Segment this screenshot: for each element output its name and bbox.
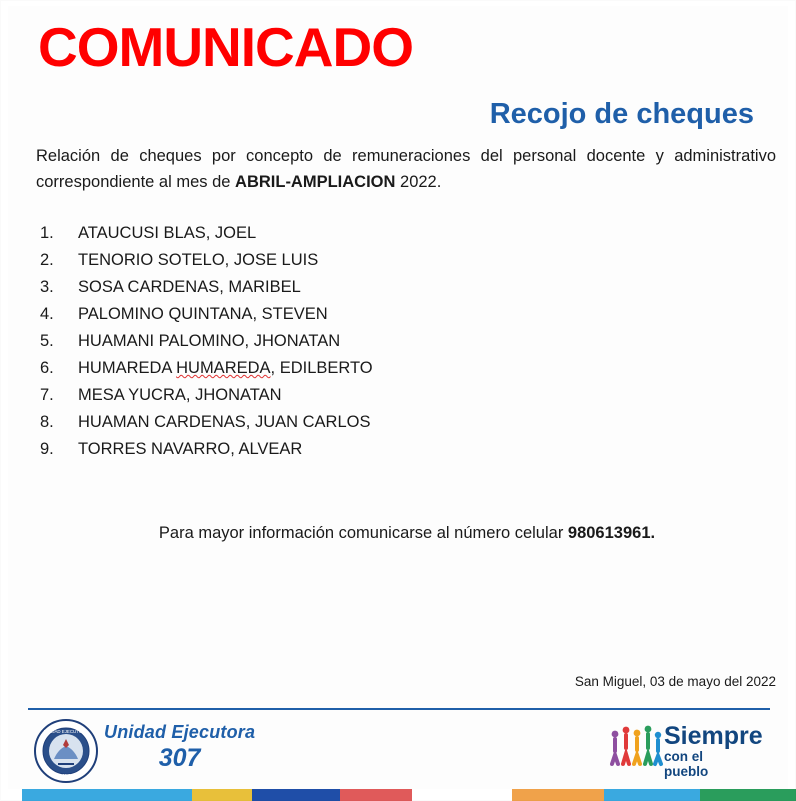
list-item-label (78, 355, 373, 382)
unidad-ejecutora-number: 307 (158, 744, 201, 772)
list-item-label: HUAMANI PALOMINO, JHONATAN (78, 332, 341, 350)
list-item-label: TORRES NAVARRO, ALVEAR (78, 440, 303, 458)
contact-text: Para mayor información comunicarse al número celular (158, 524, 568, 542)
color-bar-segment (192, 789, 252, 801)
list-item-label: PALOMINO QUINTANA, STEVEN (78, 305, 328, 323)
list-item-number: 7. (40, 386, 54, 404)
footer-color-bar (0, 789, 796, 801)
unidad-ejecutora-block (104, 722, 255, 773)
list-item-number: 5. (40, 332, 54, 350)
place-and-date: San Miguel, 03 de mayo del 2022 (574, 674, 776, 689)
list-item-number: 8. (40, 413, 54, 431)
color-bar-segment (604, 789, 700, 801)
list-item (36, 436, 756, 463)
document-subtitle: Recojo de cheques (489, 98, 754, 130)
color-bar-segment (340, 789, 412, 801)
list-item-label: TENORIO SOTELO, JOSE LUIS (78, 251, 319, 269)
intro-month: ABRIL-AMPLIACION (235, 172, 396, 191)
list-item (36, 328, 756, 355)
logo-main-text: Siempre (664, 722, 763, 750)
color-bar-segment (252, 789, 340, 801)
list-item-label: SOSA CARDENAS, MARIBEL (78, 278, 301, 296)
color-bar-segment (22, 789, 192, 801)
intro-paragraph (36, 144, 776, 195)
list-item (36, 247, 756, 274)
list-item-number: 1. (40, 224, 54, 242)
list-item-number: 3. (40, 278, 54, 296)
color-bar-segment (700, 789, 796, 801)
logo-sub-line-2: pueblo (664, 764, 709, 780)
list-item-label-suffix: , EDILBERTO (270, 359, 373, 377)
color-bar-segment (412, 789, 512, 801)
check-list (36, 220, 756, 463)
list-item (36, 301, 756, 328)
list-item-label: HUAMAN CARDENAS, JUAN CARLOS (78, 413, 371, 431)
contact-paragraph (36, 524, 778, 543)
list-item (36, 382, 756, 409)
intro-text-before: Relación de cheques por concepto de remuneraciones del personal docente y administrativo correspondiente al mes de (36, 147, 776, 191)
list-item (36, 409, 756, 436)
list-item-number: 6. (40, 359, 54, 377)
siempre-con-el-pueblo-logo (608, 720, 768, 782)
svg-text:UNIDAD EJECUTORA: UNIDAD EJECUTORA (43, 729, 89, 734)
spellcheck-flagged-word: HUMAREDA (176, 359, 271, 377)
list-item-label-prefix: HUMAREDA (78, 359, 177, 377)
contact-phone: 980613961. (567, 524, 656, 542)
list-item-number: 2. (40, 251, 54, 269)
list-item-number: 4. (40, 305, 54, 323)
intro-text-after: 2022. (395, 172, 442, 191)
people-figures-icon (608, 724, 664, 768)
logo-wordmark (664, 724, 763, 779)
page-title: COMUNICADO (38, 16, 413, 78)
list-item (36, 274, 756, 301)
logo-sub-line-1: con el (664, 749, 704, 764)
list-item-label: MESA YUCRA, JHONATAN (78, 386, 282, 404)
list-item (36, 220, 756, 247)
list-item-label: ATAUCUSI BLAS, JOEL (78, 224, 257, 242)
list-item (36, 355, 756, 382)
list-item-number: 9. (40, 440, 54, 458)
svg-text:SAN MIGUEL: SAN MIGUEL (52, 773, 80, 778)
color-bar-segment (0, 789, 22, 801)
document-sheet (8, 6, 788, 789)
color-bar-segment (512, 789, 604, 801)
institutional-seal-icon (34, 719, 98, 783)
document-footer (8, 710, 788, 801)
unidad-ejecutora-label: Unidad Ejecutora (104, 722, 256, 742)
